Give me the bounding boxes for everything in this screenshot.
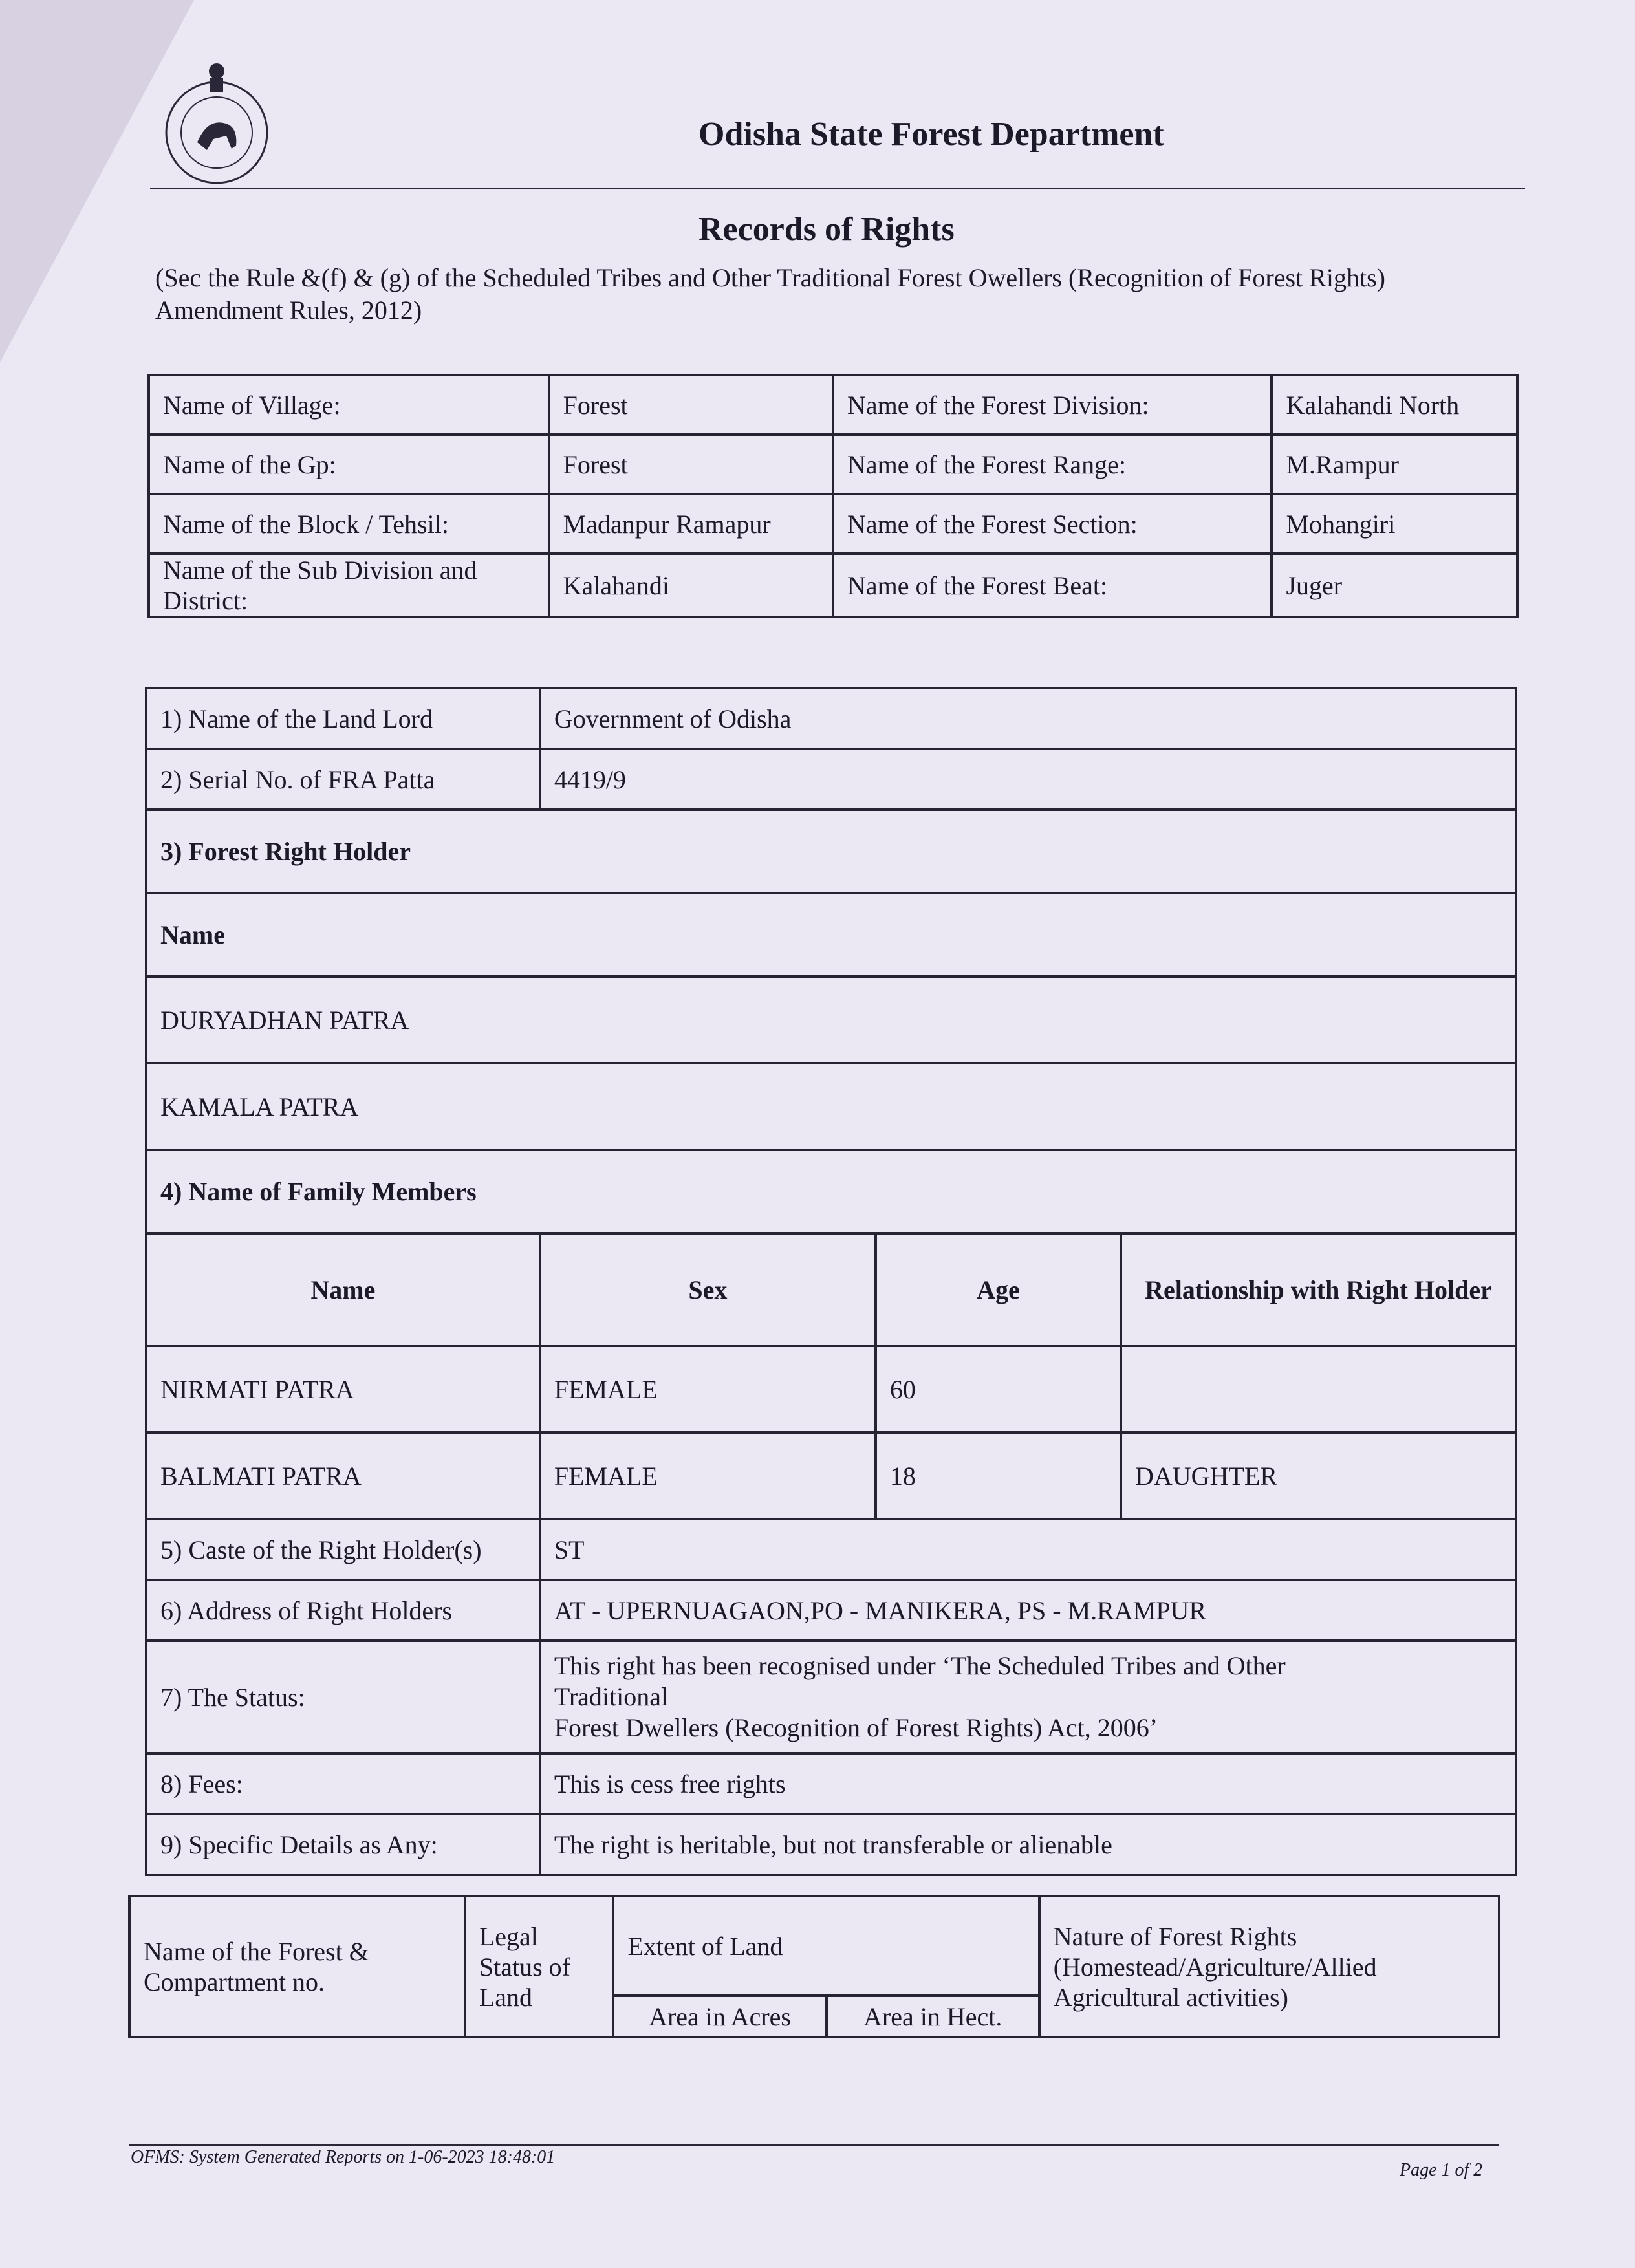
location-row [149, 435, 1517, 494]
range-label: Name of the Forest Range: [833, 435, 1272, 494]
holder-name: DURYADHAN PATRA [146, 977, 1516, 1063]
col-sex: Sex [540, 1233, 876, 1346]
family-row [146, 1432, 1516, 1519]
family-row [146, 1346, 1516, 1432]
family-age: 60 [876, 1346, 1121, 1432]
page-number: Page 1 of 2 [1400, 2160, 1483, 2180]
department-name: Odisha State Forest Department [698, 116, 1164, 153]
col-age: Age [876, 1233, 1121, 1346]
caste-value: ST [540, 1519, 1516, 1580]
status-value [540, 1641, 1516, 1753]
gp-value: Forest [549, 435, 833, 494]
land-table [128, 1895, 1500, 2038]
table-row [146, 977, 1516, 1063]
family-heading: 4) Name of Family Members [146, 1150, 1516, 1233]
gp-label: Name of the Gp: [149, 435, 549, 494]
range-value: M.Rampur [1272, 435, 1517, 494]
col-relationship: Relationship with Right Holder [1121, 1233, 1516, 1346]
subdivision-value: Kalahandi [549, 554, 833, 617]
extent-col: Extent of Land [613, 1896, 1039, 1996]
table-row [146, 1580, 1516, 1641]
header-divider [150, 188, 1525, 189]
status-line: Forest Dwellers (Recognition of Forest Rights) Act, 2006’ [554, 1713, 1158, 1742]
legal-status-col: Legal Status of Land [465, 1896, 614, 2037]
odisha-emblem-logo [162, 58, 272, 188]
name-heading: Name [146, 893, 1516, 977]
table-row [146, 1063, 1516, 1150]
landlord-label: 1) Name of the Land Lord [146, 688, 540, 749]
section-value: Mohangiri [1272, 494, 1517, 554]
page-title: Records of Rights [698, 211, 955, 248]
village-value: Forest [549, 375, 833, 435]
generated-footer: OFMS: System Generated Reports on 1-06-2023 18:48:01 [131, 2147, 556, 2167]
village-label: Name of Village: [149, 375, 549, 435]
table-row [146, 1814, 1516, 1875]
holder-heading: 3) Forest Right Holder [146, 810, 1516, 893]
table-row [146, 749, 1516, 810]
block-value: Madanpur Ramapur [549, 494, 833, 554]
division-label: Name of the Forest Division: [833, 375, 1272, 435]
area-hect-col: Area in Hect. [827, 1996, 1039, 2037]
status-line: This right has been recognised under ‘The Scheduled Tribes and Other [554, 1651, 1286, 1680]
table-row [146, 1641, 1516, 1753]
forest-compartment-col: Name of the Forest & Compartment no. [129, 1896, 465, 2037]
family-header-row [146, 1233, 1516, 1346]
table-row [146, 893, 1516, 977]
family-relation [1121, 1346, 1516, 1432]
status-line: Traditional [554, 1682, 669, 1711]
record-table [145, 687, 1517, 1876]
details-label: 9) Specific Details as Any: [146, 1814, 540, 1875]
family-age: 18 [876, 1432, 1121, 1519]
location-row [149, 554, 1517, 617]
details-value: The right is heritable, but not transferable or alienable [540, 1814, 1516, 1875]
address-label: 6) Address of Right Holders [146, 1580, 540, 1641]
section-label: Name of the Forest Section: [833, 494, 1272, 554]
table-row [146, 1150, 1516, 1233]
family-name: BALMATI PATRA [146, 1432, 540, 1519]
status-label: 7) The Status: [146, 1641, 540, 1753]
holder-name: KAMALA PATRA [146, 1063, 1516, 1150]
family-sex: FEMALE [540, 1432, 876, 1519]
table-row [146, 1519, 1516, 1580]
location-table [147, 374, 1519, 618]
landlord-value: Government of Odisha [540, 688, 1516, 749]
location-row [149, 494, 1517, 554]
table-row [146, 810, 1516, 893]
table-row [146, 688, 1516, 749]
division-value: Kalahandi North [1272, 375, 1517, 435]
fees-label: 8) Fees: [146, 1753, 540, 1814]
land-header-row [129, 1896, 1499, 1996]
location-row [149, 375, 1517, 435]
footer-divider [129, 2144, 1499, 2146]
family-sex: FEMALE [540, 1346, 876, 1432]
serial-value: 4419/9 [540, 749, 1516, 810]
rules-subtitle: (Sec the Rule &(f) & (g) of the Scheduled Tribes and Other Traditional Forest Owellers (Recognition of Forest Rights) Amendment Rules, 2012) [155, 263, 1385, 325]
family-name: NIRMATI PATRA [146, 1346, 540, 1432]
subdivision-label: Name of the Sub Division and District: [149, 554, 549, 617]
caste-label: 5) Caste of the Right Holder(s) [146, 1519, 540, 1580]
area-acres-col: Area in Acres [613, 1996, 826, 2037]
nature-col: Nature of Forest Rights (Homestead/Agriculture/Allied Agricultural activities) [1039, 1896, 1499, 2037]
block-label: Name of the Block / Tehsil: [149, 494, 549, 554]
table-row [146, 1753, 1516, 1814]
beat-value: Juger [1272, 554, 1517, 617]
fees-value: This is cess free rights [540, 1753, 1516, 1814]
beat-label: Name of the Forest Beat: [833, 554, 1272, 617]
address-value: AT - UPERNUAGAON,PO - MANIKERA, PS - M.RAMPUR [540, 1580, 1516, 1641]
family-relation: DAUGHTER [1121, 1432, 1516, 1519]
col-name: Name [146, 1233, 540, 1346]
serial-label: 2) Serial No. of FRA Patta [146, 749, 540, 810]
